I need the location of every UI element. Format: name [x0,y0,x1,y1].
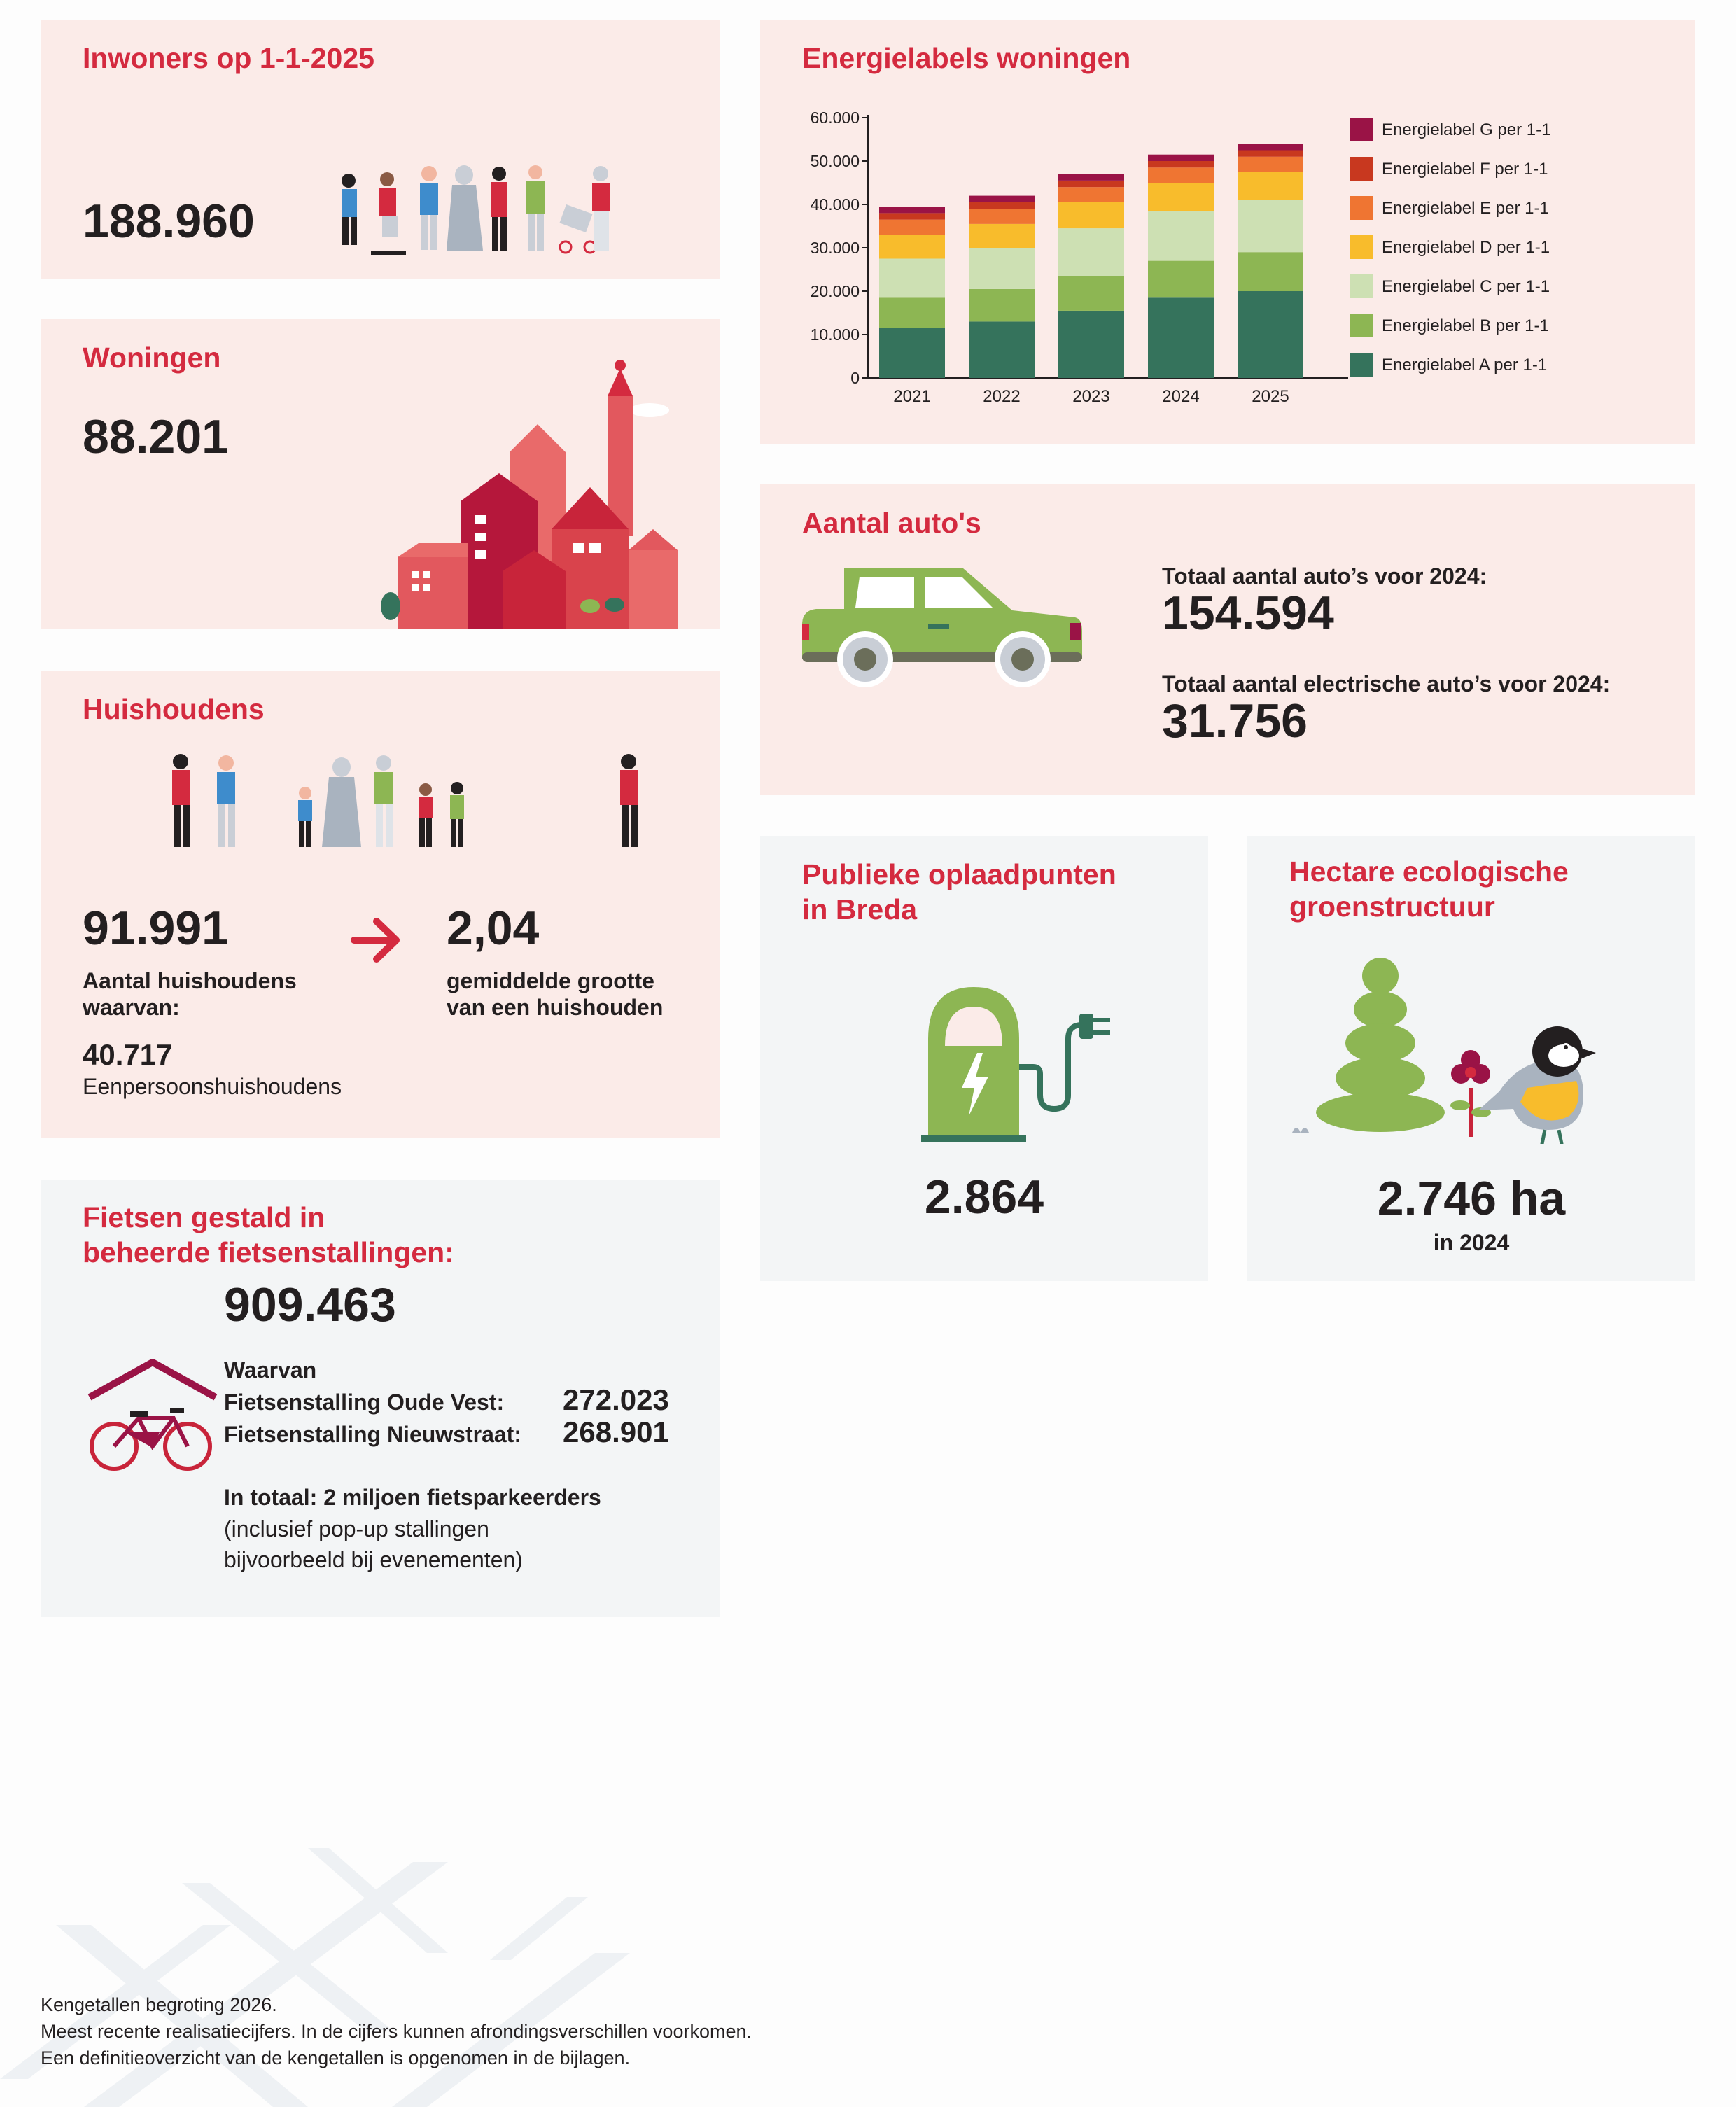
groen-card [1247,836,1695,1281]
bar-segment-1-2022 [969,289,1035,322]
legend-swatch [1350,353,1373,377]
people-illustration-icon [321,132,713,272]
bar-segment-1-2023 [1058,276,1124,311]
groen-value: 2.746 ha [1377,1172,1566,1225]
woningen-card [41,319,720,629]
fietsen-card [41,1180,720,1617]
huishoudens-avg-label-1: gemiddelde grootte [447,968,654,993]
bar-segment-6-2025 [1238,144,1303,150]
woningen-value: 88.201 [83,410,228,463]
footer-line-2: Meest recente realisatiecijfers. In de cijfers kunnen afrondingsverschillen voorkomen. [41,2021,752,2042]
bar-segment-3-2022 [969,224,1035,248]
huishoudens-count-label-1: Aantal huishoudens [83,968,297,993]
bar-segment-4-2025 [1238,157,1303,172]
legend-label: Energielabel A per 1-1 [1382,356,1548,374]
autos-electric-value: 31.756 [1162,694,1308,748]
legend-label: Energielabel D per 1-1 [1382,238,1550,257]
huishoudens-single-label: Eenpersoonshuishoudens [83,1074,342,1099]
huishoudens-avg-label-2: van een huishouden [447,995,664,1020]
fietsen-note-bold: In totaal: 2 miljoen fietsparkeerders [224,1485,601,1510]
households-illustration-icon [83,748,699,853]
fietsen-title-2: beheerde fietsenstallingen: [83,1236,454,1268]
legend-label: Energielabel C per 1-1 [1382,277,1550,296]
oplaadpunten-title-2: in Breda [802,893,918,925]
bar-segment-0-2025 [1238,291,1303,378]
inwoners-card [41,20,720,279]
footer-line-3: Een definitieoverzicht van de kengetallen is opgenomen in de bijlagen. [41,2047,631,2068]
bar-segment-6-2024 [1148,155,1214,161]
bar-segment-2-2025 [1238,200,1303,252]
autos-electric-label: Totaal aantal electrische auto’s voor 2024: [1162,671,1611,696]
groen-title-1: Hectare ecologische [1289,855,1569,888]
bar-segment-2-2023 [1058,228,1124,276]
oplaadpunten-value: 2.864 [924,1170,1044,1224]
energielabels-card [760,20,1695,444]
bar-segment-3-2023 [1058,202,1124,228]
inwoners-title: Inwoners op 1-1-2025 [83,42,374,74]
legend-label: Energielabel E per 1-1 [1382,199,1549,218]
footer [41,1991,752,2071]
y-tick-label: 40.000 [810,195,860,214]
legend-swatch [1350,196,1373,220]
bar-segment-3-2025 [1238,172,1303,200]
autos-title: Aantal auto's [802,507,981,539]
bar-segment-2-2022 [969,248,1035,289]
bar-segment-6-2023 [1058,174,1124,181]
bar-segment-5-2022 [969,202,1035,209]
huishoudens-count: 91.991 [83,902,228,955]
y-tick-label: 30.000 [810,239,860,257]
bicycle-shelter-icon [83,1355,223,1481]
fietsen-row1-label: Fietsenstalling Oude Vest: [224,1390,505,1415]
huishoudens-single-value: 40.717 [83,1038,173,1071]
fietsen-title-1: Fietsen gestald in [83,1201,326,1233]
x-tick-label: 2022 [983,387,1021,406]
bar-segment-6-2021 [879,206,945,213]
bar-segment-1-2025 [1238,252,1303,291]
bar-segment-0-2023 [1058,311,1124,378]
bar-segment-4-2022 [969,209,1035,224]
huishoudens-card [41,671,720,1138]
tree-and-bird-icon [1289,955,1653,1144]
bar-segment-2-2021 [879,259,945,298]
legend-label: Energielabel F per 1-1 [1382,160,1548,178]
houses-illustration-icon [370,340,699,629]
legend-swatch [1350,235,1373,259]
bar-segment-5-2024 [1148,161,1214,167]
legend-swatch [1350,118,1373,141]
y-tick-label: 0 [850,369,860,387]
bar-segment-0-2021 [879,328,945,378]
bar-segment-2-2024 [1148,211,1214,260]
footer-line-1: Kengetallen begroting 2026. [41,1994,277,2015]
groen-title-2: groenstructuur [1289,890,1495,923]
legend-label: Energielabel B per 1-1 [1382,316,1549,335]
y-tick-label: 20.000 [810,282,860,300]
car-icon [802,554,1096,708]
fietsen-note-1: (inclusief pop-up stallingen [224,1516,489,1541]
bar-segment-5-2021 [879,213,945,219]
energielabels-title: Energielabels woningen [802,42,1131,74]
x-tick-label: 2021 [893,387,931,406]
bar-segment-4-2023 [1058,187,1124,202]
fietsen-waarvan: Waarvan [224,1357,317,1382]
oplaadpunten-title-1: Publieke oplaadpunten [802,858,1116,890]
huishoudens-avg: 2,04 [447,902,540,955]
bar-segment-4-2024 [1148,167,1214,183]
autos-total-value: 154.594 [1162,587,1334,640]
energielabels-chart [760,20,1695,444]
y-tick-label: 50.000 [810,152,860,170]
x-tick-label: 2025 [1252,387,1289,406]
legend-swatch [1350,157,1373,181]
x-tick-label: 2023 [1072,387,1110,406]
oplaadpunten-card [760,836,1208,1281]
bar-segment-3-2021 [879,234,945,258]
legend-swatch [1350,314,1373,337]
fietsen-note-2: bijvoorbeeld bij evenementen) [224,1547,523,1572]
charging-station-icon [921,983,1124,1151]
bar-segment-3-2024 [1148,183,1214,211]
bar-segment-0-2022 [969,321,1035,378]
huishoudens-count-label-2: waarvan: [83,995,180,1020]
huishoudens-title: Huishoudens [83,693,265,725]
groen-sub: in 2024 [1433,1230,1510,1255]
fietsen-row2-label: Fietsenstalling Nieuwstraat: [224,1422,522,1447]
y-tick-label: 60.000 [810,108,860,127]
fietsen-total: 909.463 [224,1278,396,1331]
bar-segment-6-2022 [969,196,1035,202]
woningen-title: Woningen [83,342,221,374]
arrow-right-icon [349,916,405,965]
y-tick-label: 10.000 [810,326,860,344]
inwoners-value: 188.960 [83,195,255,248]
fietsen-row1-value: 272.023 [563,1383,669,1416]
bar-segment-1-2021 [879,298,945,328]
legend-swatch [1350,274,1373,298]
autos-card [760,484,1695,795]
x-tick-label: 2024 [1162,387,1200,406]
legend-label: Energielabel G per 1-1 [1382,120,1551,139]
bar-segment-1-2024 [1148,261,1214,298]
bar-segment-4-2021 [879,220,945,235]
fietsen-row2-value: 268.901 [563,1415,669,1448]
bar-segment-5-2023 [1058,181,1124,187]
autos-total-label: Totaal aantal auto’s voor 2024: [1162,564,1488,589]
bar-segment-5-2025 [1238,150,1303,157]
bar-segment-0-2024 [1148,298,1214,378]
